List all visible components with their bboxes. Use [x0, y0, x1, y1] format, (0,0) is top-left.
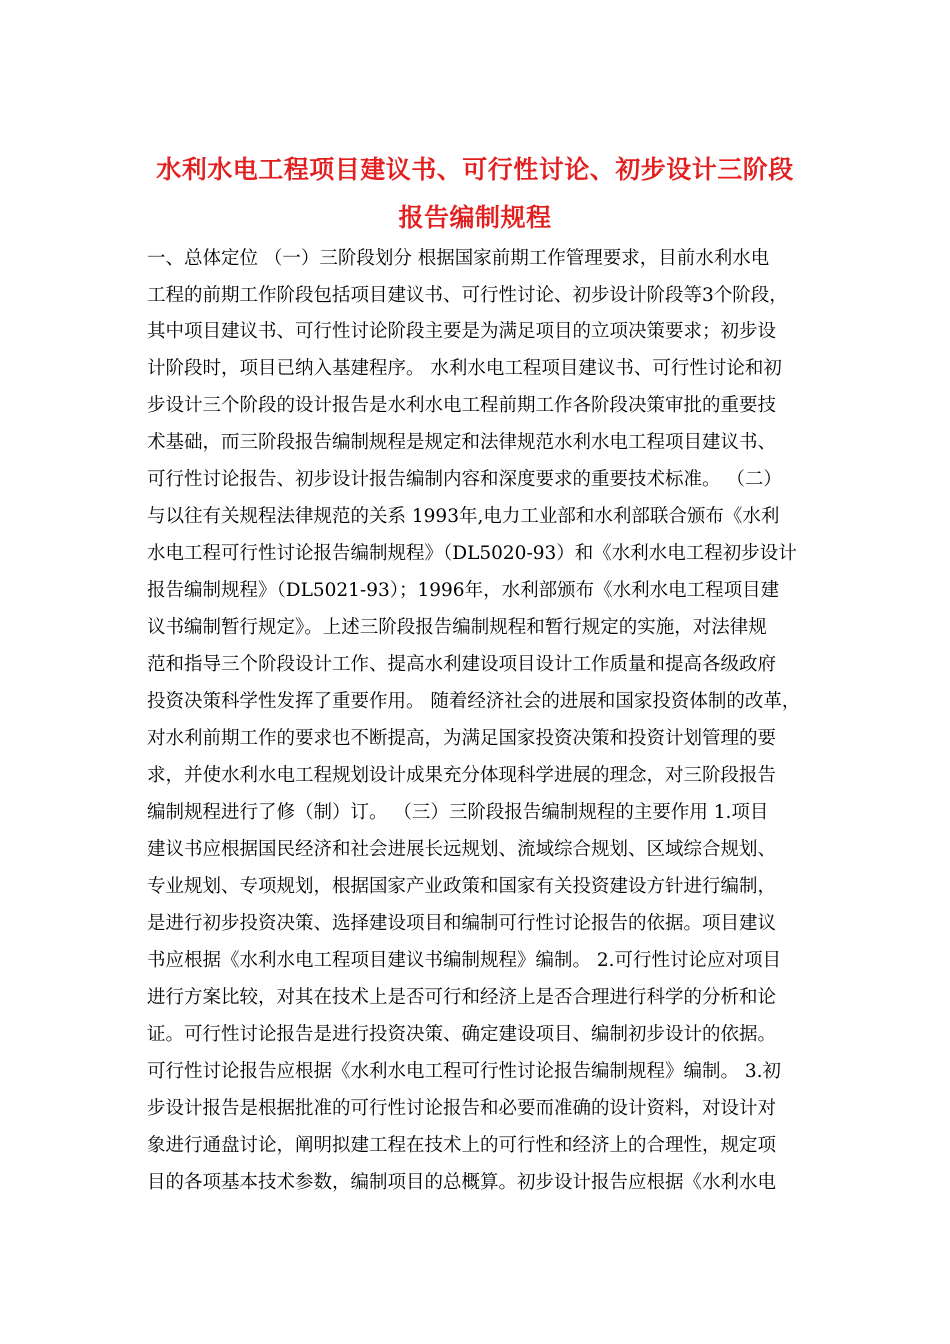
- body-line: 是进行初步投资决策、选择建设项目和编制可行性讨论报告的依据。项目建议: [147, 913, 777, 934]
- body-line: 建议书应根据国民经济和社会进展长远规划、流域综合规划、区域综合规划、: [147, 839, 777, 860]
- body-line: 对水利前期工作的要求也不断提高，为满足国家投资决策和投资计划管理的要: [147, 728, 777, 749]
- body-line: 步设计报告是根据批准的可行性讨论报告和必要而准确的设计资料，对设计对: [147, 1098, 777, 1119]
- body-line: 可行性讨论报告、初步设计报告编制内容和深度要求的重要技术标准。 （二）: [147, 469, 782, 490]
- body-line: 步设计三个阶段的设计报告是水利水电工程前期工作各阶段决策审批的重要技: [147, 395, 777, 416]
- body-line: 水电工程可行性讨论报告编制规程》（DL5020-93）和《水利水电工程初步设计: [147, 543, 797, 564]
- body-line: 与以往有关规程法律规范的关系 1993年,电力工业部和水利部联合颁布《水利: [147, 506, 780, 527]
- body-line: 其中项目建议书、可行性讨论阶段主要是为满足项目的立项决策要求；初步设: [147, 321, 777, 342]
- body-line: 可行性讨论报告应根据《水利水电工程可行性讨论报告编制规程》编制。 3.初: [147, 1061, 782, 1082]
- body-line: 证。可行性讨论报告是进行投资决策、确定建设项目、编制初步设计的依据。: [147, 1024, 777, 1045]
- body-line: 一、总体定位 （一）三阶段划分 根据国家前期工作管理要求，目前水利水电: [147, 248, 770, 269]
- document-title-line-1: 水利水电工程项目建议书、可行性讨论、初步设计三阶段: [156, 155, 794, 184]
- body-line: 范和指导三个阶段设计工作、提高水利建设项目设计工作质量和提高各级政府: [147, 654, 777, 675]
- document-title-line-2: 报告编制规程: [398, 203, 552, 232]
- body-line: 编制规程进行了修（制）订。 （三）三阶段报告编制规程的主要作用 1.项目: [147, 802, 769, 823]
- body-line: 象进行通盘讨论，阐明拟建工程在技术上的可行性和经济上的合理性，规定项: [147, 1135, 777, 1156]
- body-line: 书应根据《水利水电工程项目建议书编制规程》编制。 2.可行性讨论应对项目: [147, 950, 782, 971]
- body-line: 目的各项基本技术参数，编制项目的总概算。初步设计报告应根据《水利水电: [147, 1172, 777, 1193]
- body-line: 术基础，而三阶段报告编制规程是规定和法律规范水利水电工程项目建议书、: [147, 432, 777, 453]
- body-line: 进行方案比较，对其在技术上是否可行和经济上是否合理进行科学的分析和论: [147, 987, 777, 1008]
- body-line: 计阶段时，项目已纳入基建程序。 水利水电工程项目建议书、可行性讨论和初: [147, 358, 782, 379]
- body-line: 求，并使水利水电工程规划设计成果充分体现科学进展的理念，对三阶段报告: [147, 765, 777, 786]
- body-line: 工程的前期工作阶段包括项目建议书、可行性讨论、初步设计阶段等3个阶段，: [147, 285, 788, 306]
- body-line: 专业规划、专项规划，根据国家产业政策和国家有关投资建设方针进行编制，: [147, 876, 777, 897]
- body-line: 议书编制暂行规定》。上述三阶段报告编制规程和暂行规定的实施，对法律规: [147, 617, 767, 638]
- body-line: 投资决策科学性发挥了重要作用。 随着经济社会的进展和国家投资体制的改革，: [147, 691, 801, 712]
- body-line: 报告编制规程》（DL5021-93）；1996年，水利部颁布《水利水电工程项目建: [147, 580, 780, 601]
